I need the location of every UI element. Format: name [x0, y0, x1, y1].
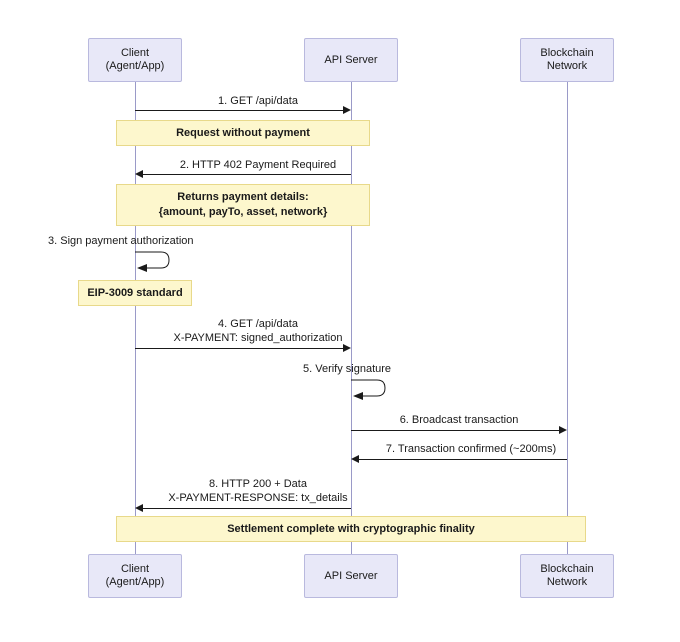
participant-client-top [88, 38, 182, 82]
message-8-label-line2: X-PAYMENT-RESPONSE: tx_details [168, 492, 348, 504]
note-payment-details-line2: {amount, payTo, asset, network} [158, 206, 328, 218]
message-6-arrow-line [351, 430, 559, 431]
participant-chain-bottom [520, 554, 614, 598]
participant-chain-bottom-label-line1: Blockchain [540, 563, 594, 575]
participant-client-label-line1: Client [120, 47, 150, 59]
message-4-label-line1: 4. GET /api/data [218, 318, 298, 330]
message-2-label: 2. HTTP 402 Payment Required [179, 159, 337, 171]
lifeline-client [135, 82, 136, 554]
participant-chain-bottom-label-line2: Network [546, 576, 588, 588]
message-4-label-line2: X-PAYMENT: signed_authorization [173, 332, 343, 344]
participant-server-bottom-label-line1: API Server [324, 569, 378, 582]
participant-chain-label-line1: Blockchain [540, 47, 594, 59]
note-eip3009 [78, 280, 192, 306]
participant-client-label-line2: (Agent/App) [105, 60, 165, 72]
message-3-label: 3. Sign payment authorization [48, 235, 194, 247]
message-4-arrow-head [343, 344, 351, 352]
message-6-arrow-head [559, 426, 567, 434]
message-8-arrow-line [143, 508, 351, 509]
message-8-label-line1: 8. HTTP 200 + Data [209, 478, 307, 490]
message-1-arrow-head [343, 106, 351, 114]
note-request-without-payment-text: Request without payment [176, 126, 310, 139]
participant-server-top [304, 38, 398, 82]
note-request-without-payment [116, 120, 370, 146]
message-3-self-loop [135, 250, 175, 276]
message-6-label: 6. Broadcast transaction [399, 414, 519, 426]
note-payment-details-line1: Returns payment details: [177, 191, 309, 203]
note-settlement [116, 516, 586, 542]
participant-chain-top [520, 38, 614, 82]
message-4-arrow-line [135, 348, 343, 349]
participant-server-label-line1: API Server [324, 53, 378, 66]
message-1-label: 1. GET /api/data [218, 95, 298, 107]
participant-client-bottom [88, 554, 182, 598]
message-2-arrow-head [135, 170, 143, 178]
lifeline-chain [567, 82, 568, 554]
message-7-arrow-head [351, 455, 359, 463]
message-5-self-loop [351, 378, 391, 404]
message-7-label: 7. Transaction confirmed (~200ms) [385, 443, 557, 455]
message-7-arrow-line [359, 459, 567, 460]
message-5-label: 5. Verify signature [303, 363, 392, 375]
participant-server-bottom [304, 554, 398, 598]
participant-chain-label-line2: Network [546, 60, 588, 72]
note-settlement-text: Settlement complete with cryptographic finality [227, 522, 475, 535]
message-2-arrow-line [143, 174, 351, 175]
note-eip3009-text: EIP-3009 standard [87, 286, 183, 299]
participant-client-bottom-label-line2: (Agent/App) [105, 576, 165, 588]
message-8-arrow-head [135, 504, 143, 512]
participant-client-bottom-label-line1: Client [120, 563, 150, 575]
note-payment-details [116, 184, 370, 226]
message-1-arrow-line [135, 110, 343, 111]
